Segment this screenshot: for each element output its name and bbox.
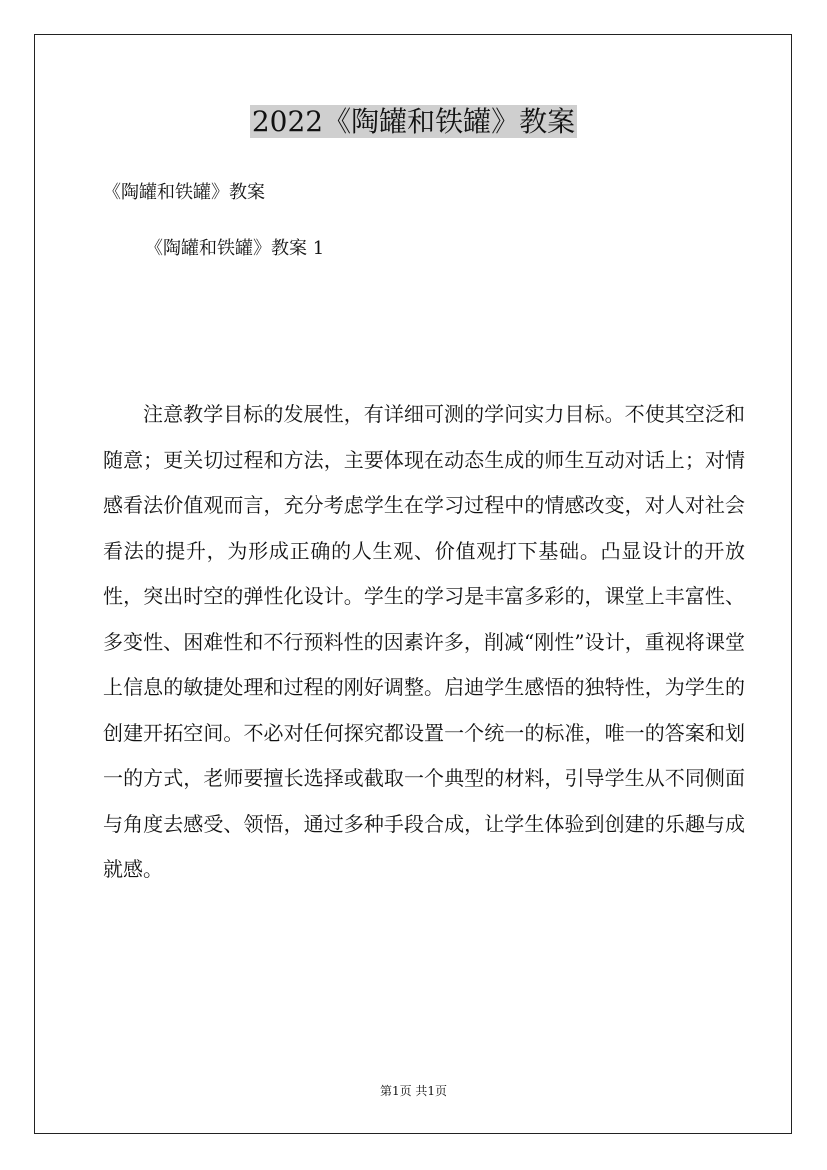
page-footer: 第1页 共1页 xyxy=(379,1084,448,1098)
document-title xyxy=(0,103,827,141)
document-subtitle: 《陶罐和铁罐》教案 xyxy=(103,182,265,203)
document-title-text: 2022《陶罐和铁罐》教案 xyxy=(251,105,576,138)
body-paragraph: 注意教学目标的发展性，有详细可测的学问实力目标。不使其空泛和随意；更关切过程和方法，主要体现在动态生成的师生互动对话上；对情感看法价值观而言，充分考虑学生在学习过程中的情感改变，对人对社会看法的提升，为形成正确的人生观、价值观打下基础。凸显设计的开放性，突出时空的弹性化设计。学生的学习是丰富多彩的，课堂上丰富性、多变性、困难性和不行预料性的因素许多，削减“刚性”设计，重视将课堂上信息的敏捷处理和过程的刚好调整。启迪学生感悟的独特性，为学生的创建开拓空间。不必对任何探究都设置一个统一的标准，唯一的答案和划一的方式，老师要擅长选择或截取一个典型的材料，引导学生从不同侧面与角度去感受、领悟，通过多种手段合成，让学生体验到创建的乐趣与成就感。 xyxy=(103,402,745,881)
section-heading: 《陶罐和铁罐》教案 1 xyxy=(145,238,325,259)
